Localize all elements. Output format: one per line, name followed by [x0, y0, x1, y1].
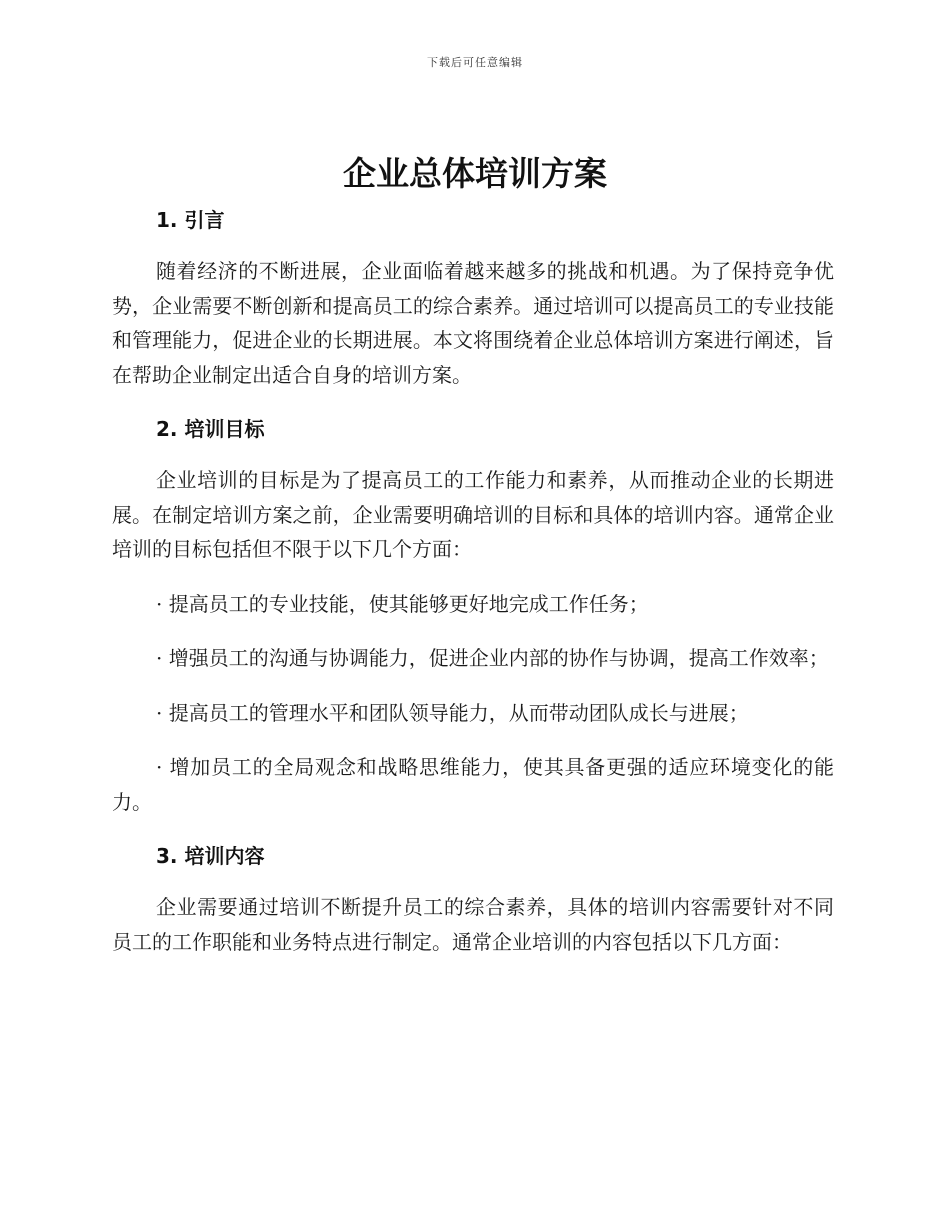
paragraph: 随着经济的不断进展，企业面临着越来越多的挑战和机遇。为了保持竞争优势，企业需要不断创新和提高员工的综合素养。通过培训可以提高员工的专业技能和管理能力，促进企业的长期进展。本文将围绕着企业总体培训方案进行阐述，旨在帮助企业制定出适合自身的培训方案。 [112, 259, 834, 387]
list-item: · 提高员工的专业技能，使其能够更好地完成工作任务； [156, 591, 649, 616]
section-heading-introduction: 1. 引言 [156, 208, 225, 232]
list-item: · 增强员工的沟通与协调能力，促进企业内部的协作与协调，提高工作效率； [156, 646, 829, 670]
document-title: 企业总体培训方案 [343, 154, 607, 193]
list-item: · 提高员工的管理水平和团队领导能力，从而带动团队成长与进展； [156, 700, 749, 725]
section-heading-training-goals: 2. 培训目标 [156, 417, 265, 441]
document-body [112, 200, 834, 959]
header-note: 下载后可任意编辑 [427, 56, 523, 69]
paragraph: 企业需要通过培训不断提升员工的综合素养，具体的培训内容需要针对不同员工的工作职能和业务特点进行制定。通常企业培训的内容包括以下几方面： [112, 895, 834, 954]
section-heading-training-content: 3. 培训内容 [156, 844, 265, 868]
paragraph: 企业培训的目标是为了提高员工的工作能力和素养，从而推动企业的长期进展。在制定培训方案之前，企业需要明确培训的目标和具体的培训内容。通常企业培训的目标包括但不限于以下几个方面： [112, 468, 834, 561]
list-item: · 增加员工的全局观念和战略思维能力，使其具备更强的适应环境变化的能力。 [112, 755, 834, 814]
